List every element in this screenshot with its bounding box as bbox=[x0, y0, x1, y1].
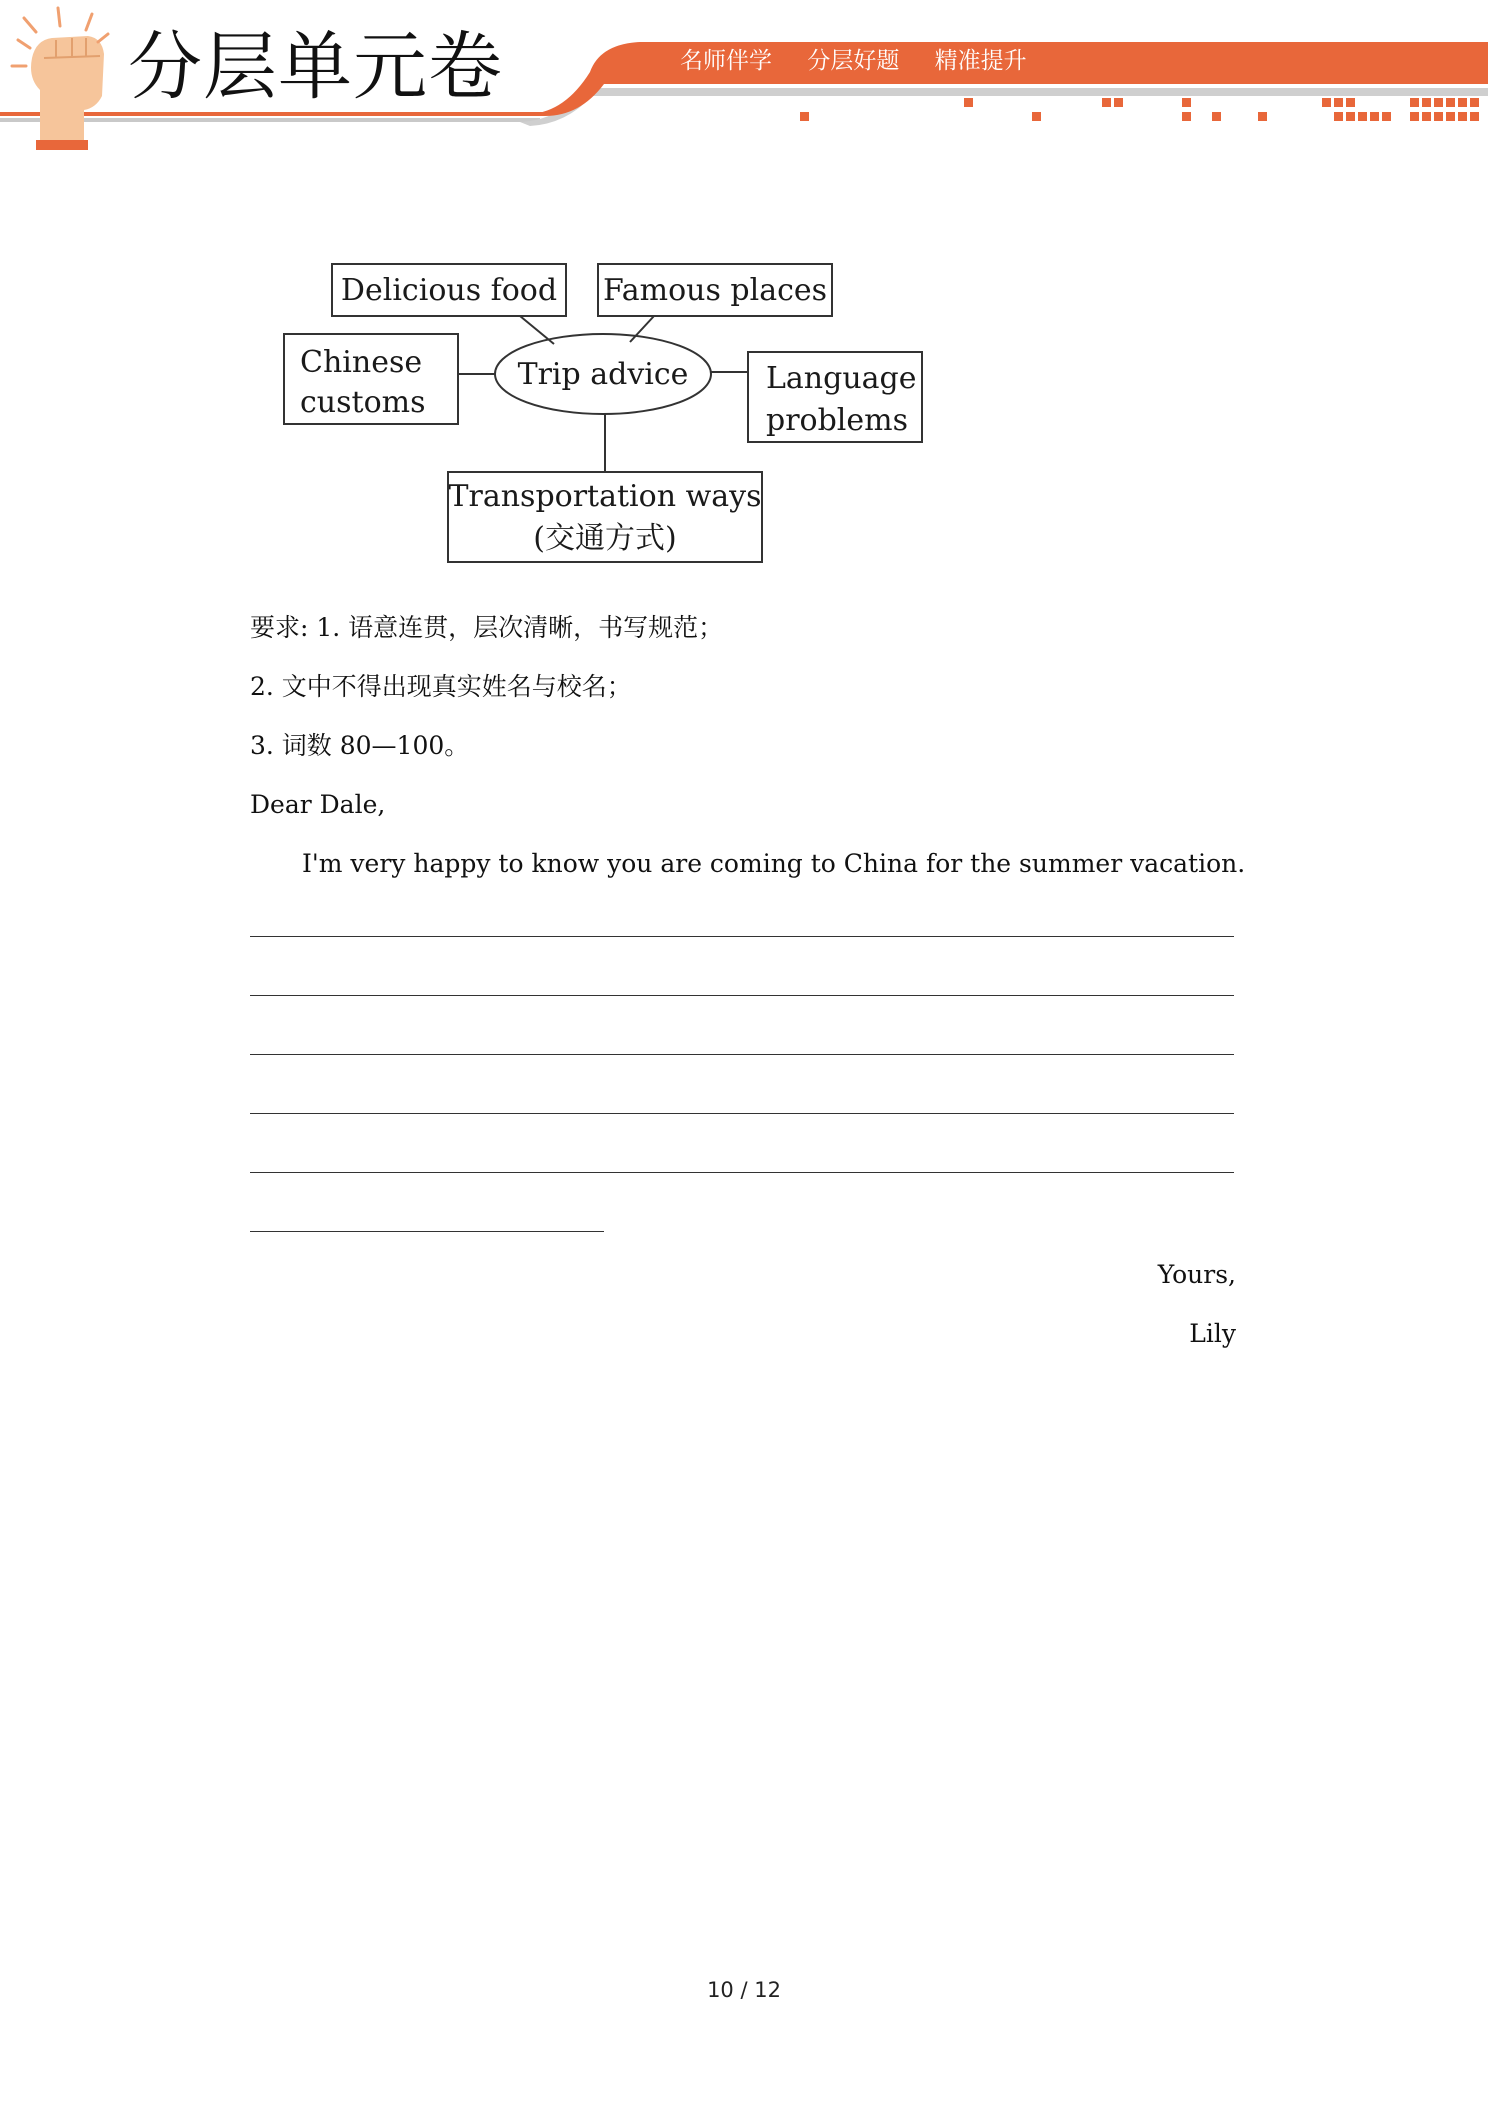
node-language-line1: Language bbox=[766, 361, 917, 396]
writing-line bbox=[250, 1113, 1234, 1114]
letter-signature: Lily bbox=[1189, 1319, 1236, 1348]
raised-fist-icon bbox=[12, 8, 108, 150]
node-language-line2: problems bbox=[766, 403, 909, 438]
writing-line bbox=[250, 995, 1234, 996]
header-slogan bbox=[680, 44, 1055, 78]
node-chinese-customs-line2: customs bbox=[300, 385, 426, 420]
mindmap-connectors bbox=[458, 316, 748, 472]
requirement-line-3: 3. 词数 80—100。 bbox=[250, 731, 470, 760]
page-number: 10 / 12 bbox=[707, 1978, 781, 2002]
node-transport-line1: Transportation ways bbox=[448, 479, 762, 514]
slogan-item: 精准提升 bbox=[934, 48, 1027, 74]
node-trip-advice-label: Trip advice bbox=[517, 357, 689, 392]
header-title: 分层单元卷 bbox=[128, 24, 503, 110]
trip-advice-mindmap bbox=[270, 248, 950, 578]
writing-line-short bbox=[250, 1231, 604, 1232]
node-language-problems bbox=[748, 352, 922, 442]
writing-line bbox=[250, 936, 1234, 937]
writing-line bbox=[250, 1054, 1234, 1055]
slogan-item: 分层好题 bbox=[807, 48, 900, 74]
page-header bbox=[0, 0, 1488, 150]
node-delicious-food bbox=[332, 264, 566, 316]
requirement-line-1: 要求: 1. 语意连贯，层次清晰，书写规范； bbox=[250, 613, 724, 642]
writing-line bbox=[250, 1172, 1234, 1173]
letter-closing: Yours, bbox=[1157, 1260, 1236, 1289]
node-delicious-food-label: Delicious food bbox=[340, 273, 558, 308]
requirement-line-2: 2. 文中不得出现真实姓名与校名； bbox=[250, 672, 632, 701]
node-chinese-customs-line1: Chinese bbox=[300, 345, 423, 380]
node-chinese-customs bbox=[284, 334, 458, 424]
letter-opening: I'm very happy to know you are coming to China for the summer vacation. bbox=[302, 849, 1246, 878]
node-trip-advice bbox=[495, 334, 711, 414]
slogan-item: 名师伴学 bbox=[680, 48, 772, 74]
decorative-squares bbox=[800, 98, 1479, 121]
node-famous-places-label: Famous places bbox=[602, 273, 828, 308]
letter-greeting: Dear Dale, bbox=[250, 790, 386, 819]
node-transport-line2: (交通方式) bbox=[533, 521, 677, 556]
node-famous-places bbox=[598, 264, 832, 316]
node-transportation-ways bbox=[448, 472, 762, 562]
